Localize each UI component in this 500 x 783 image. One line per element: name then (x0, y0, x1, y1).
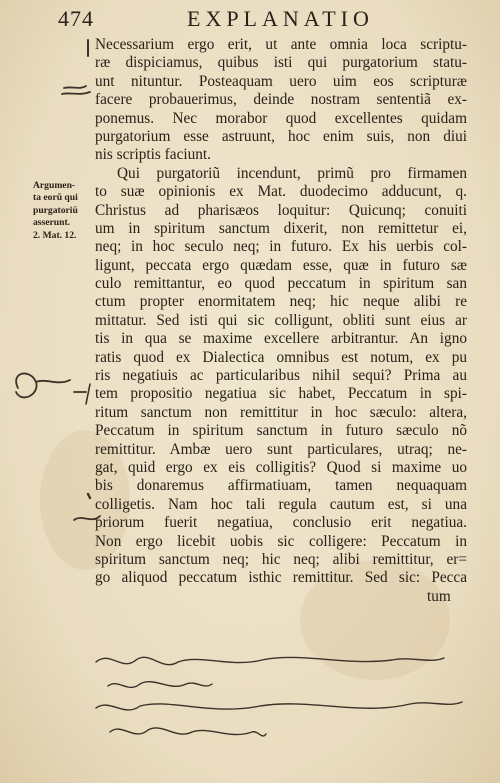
text-line: ligunt, peccata ergo quædam esse, quæ in futuro sæ (95, 256, 467, 274)
text-line: tis in qua se maxime excellere arbitrantur. An igno (95, 330, 467, 348)
text-line: gat, quid ergo ex eis colligitis? Quod si maxime uo (95, 458, 467, 476)
side-note-line: asserunt. (33, 217, 71, 229)
text-line: purgatorium esse astruunt, hoc enim suis, non diui (95, 127, 467, 145)
text-line: facere probauerimus, deinde nostram sententiã ex- (95, 91, 467, 109)
side-note-line: purgatoriũ (33, 204, 78, 216)
text-line: bis donaremus affirmatiuam, tamen nequaquam (95, 477, 467, 495)
text-line: Non ergo licebit uobis sic colligere: Peccatum in (95, 532, 467, 550)
text-line: um in spiritum sanctum dixerit, non remittetur ei, (95, 219, 467, 237)
text-line: Qui purgatoriũ incendunt, primũ pro firmamen (117, 164, 467, 182)
running-head: EXPLANATIO (187, 6, 374, 31)
text-line: ponemus. Nec morabor quod excellentes quidam (95, 109, 467, 127)
text-line: mittatur. Sed isti qui sic colligunt, obliti sunt eius ar (95, 311, 467, 329)
side-note-line: Argumen- (33, 180, 76, 191)
text-line: ratis quod ex Dialectica omnibus est notum, ex pu (95, 348, 467, 366)
text-line: tem propositio negatiua sic habet, Peccatum in spi- (95, 385, 467, 403)
text-line: unt nituntur. Posteaquam uero uim eos scripturæ (95, 72, 467, 90)
text-line: Peccatum in spiritum sanctum in futuro sæculo nõ (95, 422, 467, 440)
text-line: culo remittantur, eo quod peccatum in spiritum san (95, 275, 467, 293)
page-number: 474 (58, 6, 94, 31)
text-line: nis scriptis faciunt. (95, 146, 211, 164)
text-line: to suæ opinionis ex Mat. duodecimo adducunt, q. (95, 183, 467, 201)
text-line: ritum sanctum non remittitur in hoc sæculo: altera, (95, 403, 467, 421)
side-note-line: 2. Mat. 12. (33, 229, 77, 241)
text-line: spiritum sanctum neq; hic neq; alibi remittitur, er= (95, 550, 467, 568)
text-line: tum (427, 587, 451, 605)
text-line: ris negatiuis ac particularibus nihil sequi? Prima au (95, 367, 467, 385)
text-line: Necessarium ergo erit, ut ante omnia loca scriptu- (95, 36, 467, 53)
text-line: neq; in hoc seculo neq; in futuro. Ex his uerbis col- (95, 238, 467, 256)
text-line: go aliquod peccatum isthic remittitur. Sed sic: Pecca (95, 569, 467, 587)
side-note-line: ta eorũ qui (33, 192, 78, 204)
text-line: ræ dispiciamus, quibus isti qui purgatorium statu- (95, 54, 467, 72)
text-line: priorum fuerit negatiua, conclusio erit negatiua. (95, 514, 467, 532)
text-line: remittitur. Ambæ uero sunt particulares, utraq; ne- (95, 440, 467, 458)
text-line: colligetis. Nam hoc tali regula cautum est, si una (95, 495, 467, 513)
text-line: ctum propter enormitatem neq; hic neque alibi re (95, 293, 467, 311)
text-line: Christus ad pharisæos loquitur: Quicunq; conuiti (95, 201, 467, 219)
